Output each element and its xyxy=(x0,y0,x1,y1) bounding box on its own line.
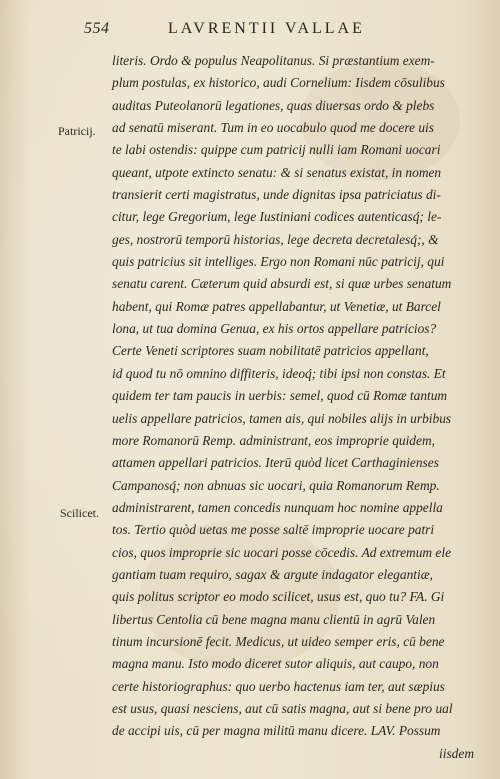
text-line: literis. Ordo & populus Neapolitanus. Si præstantium exem- xyxy=(112,53,435,68)
text-line: queant, utpote extincto senatu: & si senatus existat, in nomen xyxy=(112,164,442,180)
page-header xyxy=(84,20,484,44)
text-line: administrarent, tamen concedis nunquam hoc nomine appella xyxy=(112,499,443,515)
text-line: senatu carent. Cæterum quid absurdi est, si quæ urbes senatum xyxy=(112,276,452,292)
text-line: id quod tu nō omnino diffiteris, ideoq́; tibi ipsi non constas. Et xyxy=(112,365,446,381)
page-number: 554 xyxy=(84,20,110,37)
text-line: more Romanorū Remp. administrant, eos improprie quidem, xyxy=(112,432,435,448)
text-line: Certe Veneti scriptores suam nobilitatē patricios appellant, xyxy=(112,343,429,359)
text-line: Campanosq́; non abnuas sic uocari, quia Romanorum Remp. xyxy=(112,477,440,493)
text-line: habent, qui Romæ patres appellabantur, ut Venetiæ, ut Barcel xyxy=(112,298,441,314)
text-line: attamen appellari patricios. Iterū quòd licet Carthaginienses xyxy=(112,455,439,471)
marginal-note-patricij: Patricij. xyxy=(58,124,96,138)
running-head: LAVRENTII VALLAE xyxy=(168,20,365,37)
text-line: de accipi uis, cū per magna militū manu dicere. LAV. Possum xyxy=(112,723,441,739)
text-line: libertus Centolia cū bene magna manu clientū in agrū Valen xyxy=(112,611,436,627)
text-line: est usus, quasi nesciens, aut cū satis magna, aut si bene pro ual xyxy=(112,700,453,716)
catchword: iisdem xyxy=(439,745,474,761)
text-line: transierit certi magistratus, unde dignitas ipsa patriciatus di- xyxy=(112,187,441,203)
text-line: lona, ut tua domina Genua, ex his ortos appellare patricios? xyxy=(112,321,437,337)
text-line: quis politus scriptor eo modo scilicet, usus est, quo tu? FA. Gi xyxy=(112,589,445,605)
text-line: plum postulas, ex historico, audi Cornelium: Iisdem cōsulibus xyxy=(112,75,445,91)
text-line: ges, nostrorū temporū historias, lege decreta decretalesq́;, & xyxy=(112,231,439,247)
text-line: cios, quos improprie sic uocari posse cōcedis. Ad extremum ele xyxy=(112,544,452,560)
text-line: tos. Tertio quòd uetas me posse saltē improprie uocare patri xyxy=(112,522,435,538)
text-line: magna manu. Isto modo diceret sutor aliquis, aut caupo, non xyxy=(112,656,439,672)
body-text xyxy=(112,50,492,765)
text-line: quidem ter tam paucis in uerbis: semel, quod cū Romæ tantum xyxy=(112,388,448,404)
text-line: tinum incursionē fecit. Medicus, ut uideo semper eris, cū bene xyxy=(112,633,445,649)
text-line: ad senatū miserant. Tum in eo uocabulo quod me docere uis xyxy=(112,120,434,136)
text-line: uelis appellare patricios, tamen ais, qui nobiles alijs in urbibus xyxy=(112,410,452,426)
text-line: gantiam tuam requiro, sagax & argute indagator elegantiæ, xyxy=(112,566,433,582)
text-line: citur, lege Gregorium, lege Iustiniani codices autenticasq́; le- xyxy=(112,209,442,225)
text-line: certe historiographus: quo uerbo hactenus iam ter, aut sæpius xyxy=(112,678,445,694)
text-line: auditas Puteolanorū legationes, quas diuersas ordo & plebs xyxy=(112,97,435,113)
marginal-note-scilicet: Scilicet. xyxy=(60,506,99,520)
text-line: te labi ostendis: quippe cum patricij nulli iam Romani uocari xyxy=(112,142,441,158)
text-line: quis patricius sit intelliges. Ergo non Romani nūc patricij, qui xyxy=(112,254,445,270)
